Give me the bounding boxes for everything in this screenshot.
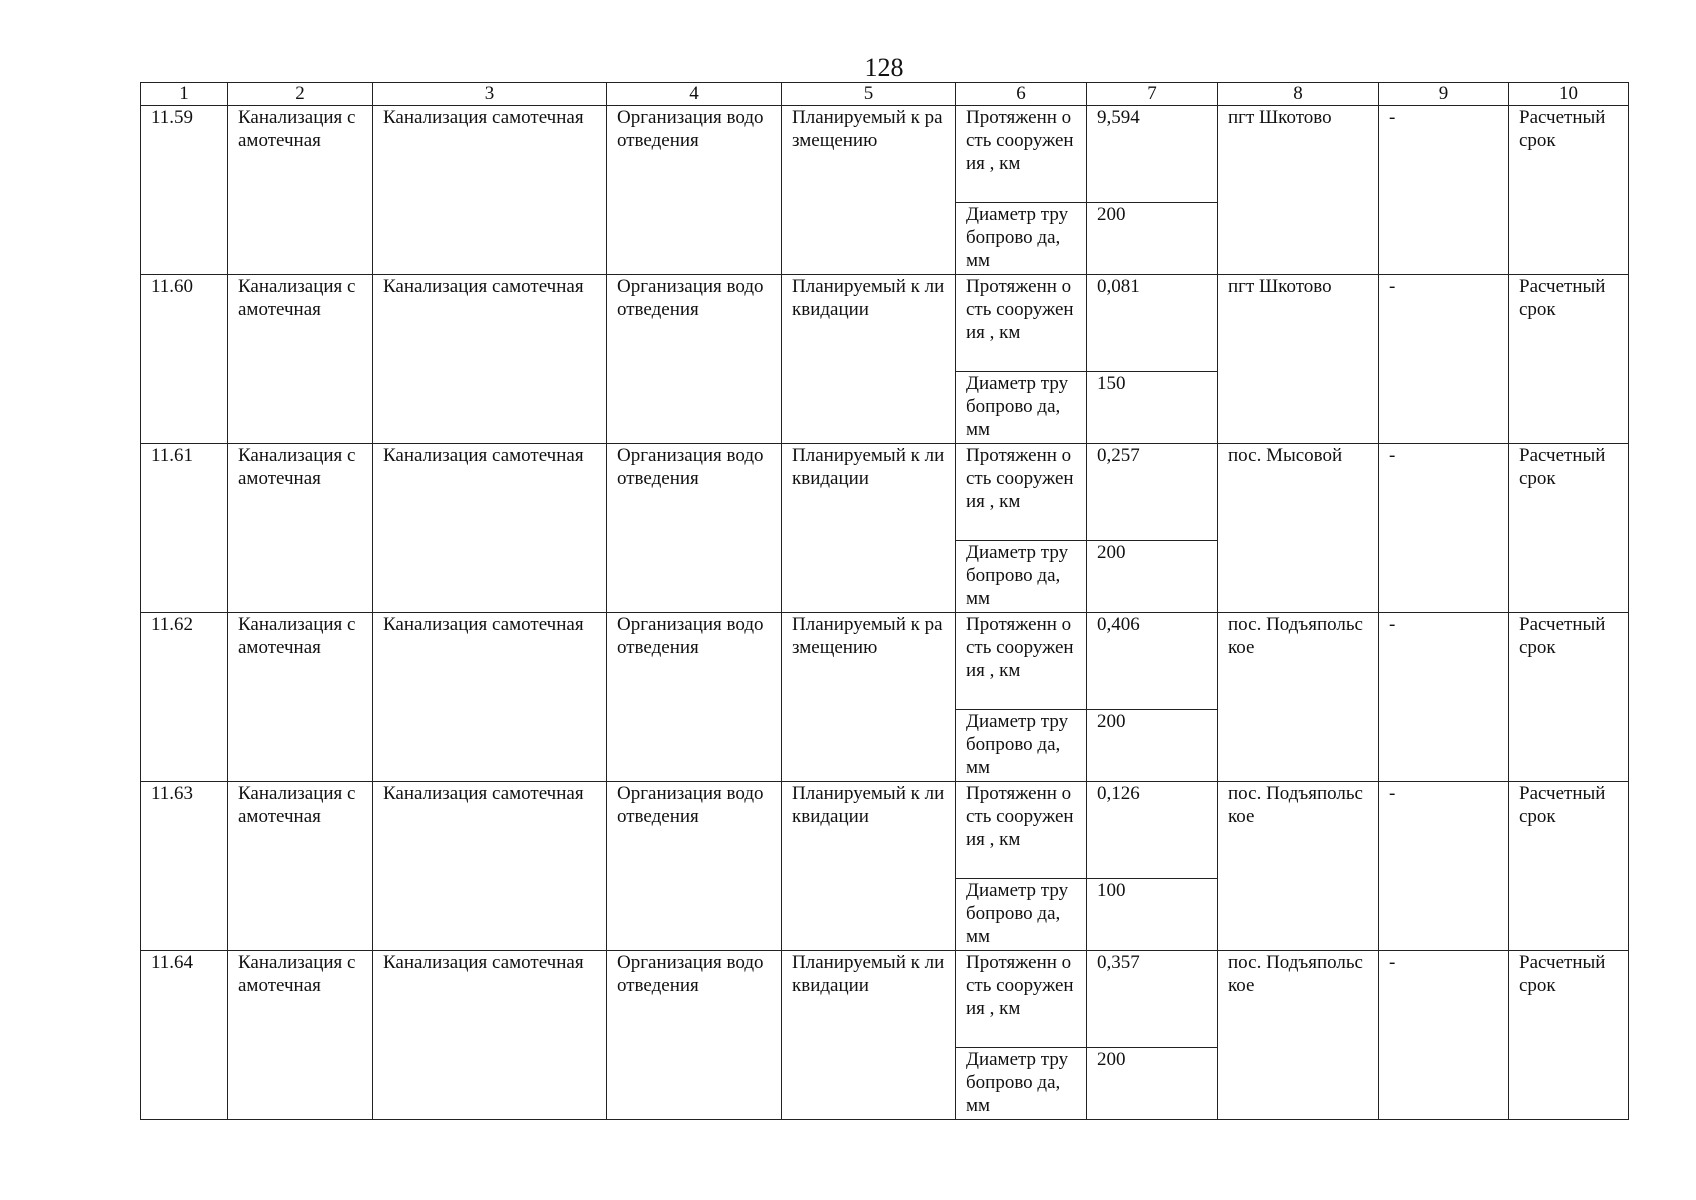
parameter-name: Диаметр трубопрово да, мм xyxy=(956,1048,1087,1120)
parameter-name: Диаметр трубопрово да, мм xyxy=(956,710,1087,782)
object-purpose: Организация водоотведения xyxy=(607,782,782,951)
parameter-value: 0,081 xyxy=(1087,275,1218,372)
table-row xyxy=(141,106,1629,203)
implementation-term: Расчетный срок xyxy=(1509,613,1629,782)
object-status: Планируемый к ликвидации xyxy=(782,951,956,1120)
object-type: Канализация самотечная xyxy=(373,106,607,275)
implementation-term: Расчетный срок xyxy=(1509,275,1629,444)
object-zone: - xyxy=(1379,782,1509,951)
object-name: Канализация самотечная xyxy=(228,444,373,613)
column-header: 1 xyxy=(141,83,228,106)
object-location: пос. Подъяпольское xyxy=(1218,782,1379,951)
parameter-name: Протяженн ость сооружения , км xyxy=(956,951,1087,1048)
parameter-value: 0,406 xyxy=(1087,613,1218,710)
parameter-name: Диаметр трубопрово да, мм xyxy=(956,541,1087,613)
object-purpose: Организация водоотведения xyxy=(607,444,782,613)
object-location: пгт Шкотово xyxy=(1218,275,1379,444)
object-number: 11.61 xyxy=(141,444,228,613)
object-location: пгт Шкотово xyxy=(1218,106,1379,275)
object-status: Планируемый к размещению xyxy=(782,106,956,275)
object-location: пос. Мысовой xyxy=(1218,444,1379,613)
parameter-name: Диаметр трубопрово да, мм xyxy=(956,203,1087,275)
column-header: 10 xyxy=(1509,83,1629,106)
parameter-value: 200 xyxy=(1087,710,1218,782)
object-name: Канализация самотечная xyxy=(228,613,373,782)
parameter-name: Диаметр трубопрово да, мм xyxy=(956,879,1087,951)
object-status: Планируемый к ликвидации xyxy=(782,782,956,951)
object-type: Канализация самотечная xyxy=(373,613,607,782)
object-number: 11.64 xyxy=(141,951,228,1120)
column-header: 5 xyxy=(782,83,956,106)
parameter-value: 200 xyxy=(1087,203,1218,275)
object-number: 11.62 xyxy=(141,613,228,782)
object-purpose: Организация водоотведения xyxy=(607,951,782,1120)
object-zone: - xyxy=(1379,106,1509,275)
object-name: Канализация самотечная xyxy=(228,782,373,951)
implementation-term: Расчетный срок xyxy=(1509,106,1629,275)
column-header: 4 xyxy=(607,83,782,106)
object-zone: - xyxy=(1379,444,1509,613)
parameter-name: Диаметр трубопрово да, мм xyxy=(956,372,1087,444)
objects-table xyxy=(140,82,1629,1120)
column-header: 9 xyxy=(1379,83,1509,106)
parameter-value: 100 xyxy=(1087,879,1218,951)
column-number-row xyxy=(141,83,1629,106)
object-name: Канализация самотечная xyxy=(228,106,373,275)
parameter-value: 200 xyxy=(1087,541,1218,613)
implementation-term: Расчетный срок xyxy=(1509,782,1629,951)
parameter-name: Протяженн ость сооружения , км xyxy=(956,106,1087,203)
object-zone: - xyxy=(1379,275,1509,444)
parameter-value: 0,126 xyxy=(1087,782,1218,879)
object-type: Канализация самотечная xyxy=(373,275,607,444)
object-name: Канализация самотечная xyxy=(228,275,373,444)
implementation-term: Расчетный срок xyxy=(1509,951,1629,1120)
parameter-name: Протяженн ость сооружения , км xyxy=(956,613,1087,710)
page-number: 128 xyxy=(864,53,904,82)
object-number: 11.63 xyxy=(141,782,228,951)
parameter-value: 200 xyxy=(1087,1048,1218,1120)
parameter-name: Протяженн ость сооружения , км xyxy=(956,275,1087,372)
object-purpose: Организация водоотведения xyxy=(607,275,782,444)
column-header: 6 xyxy=(956,83,1087,106)
column-header: 3 xyxy=(373,83,607,106)
parameter-name: Протяженн ость сооружения , км xyxy=(956,782,1087,879)
object-zone: - xyxy=(1379,613,1509,782)
object-type: Канализация самотечная xyxy=(373,951,607,1120)
parameter-value: 9,594 xyxy=(1087,106,1218,203)
table-row xyxy=(141,782,1629,879)
object-location: пос. Подъяпольское xyxy=(1218,613,1379,782)
column-header: 8 xyxy=(1218,83,1379,106)
object-status: Планируемый к ликвидации xyxy=(782,444,956,613)
column-header: 7 xyxy=(1087,83,1218,106)
object-location: пос. Подъяпольское xyxy=(1218,951,1379,1120)
table-row xyxy=(141,444,1629,541)
parameter-value: 0,257 xyxy=(1087,444,1218,541)
object-number: 11.59 xyxy=(141,106,228,275)
table-row xyxy=(141,951,1629,1048)
table-row xyxy=(141,275,1629,372)
parameter-value: 150 xyxy=(1087,372,1218,444)
column-header: 2 xyxy=(228,83,373,106)
object-zone: - xyxy=(1379,951,1509,1120)
object-purpose: Организация водоотведения xyxy=(607,613,782,782)
parameter-value: 0,357 xyxy=(1087,951,1218,1048)
implementation-term: Расчетный срок xyxy=(1509,444,1629,613)
object-purpose: Организация водоотведения xyxy=(607,106,782,275)
parameter-name: Протяженн ость сооружения , км xyxy=(956,444,1087,541)
object-type: Канализация самотечная xyxy=(373,782,607,951)
object-status: Планируемый к размещению xyxy=(782,613,956,782)
table-row xyxy=(141,613,1629,710)
object-name: Канализация самотечная xyxy=(228,951,373,1120)
object-number: 11.60 xyxy=(141,275,228,444)
object-status: Планируемый к ликвидации xyxy=(782,275,956,444)
object-type: Канализация самотечная xyxy=(373,444,607,613)
